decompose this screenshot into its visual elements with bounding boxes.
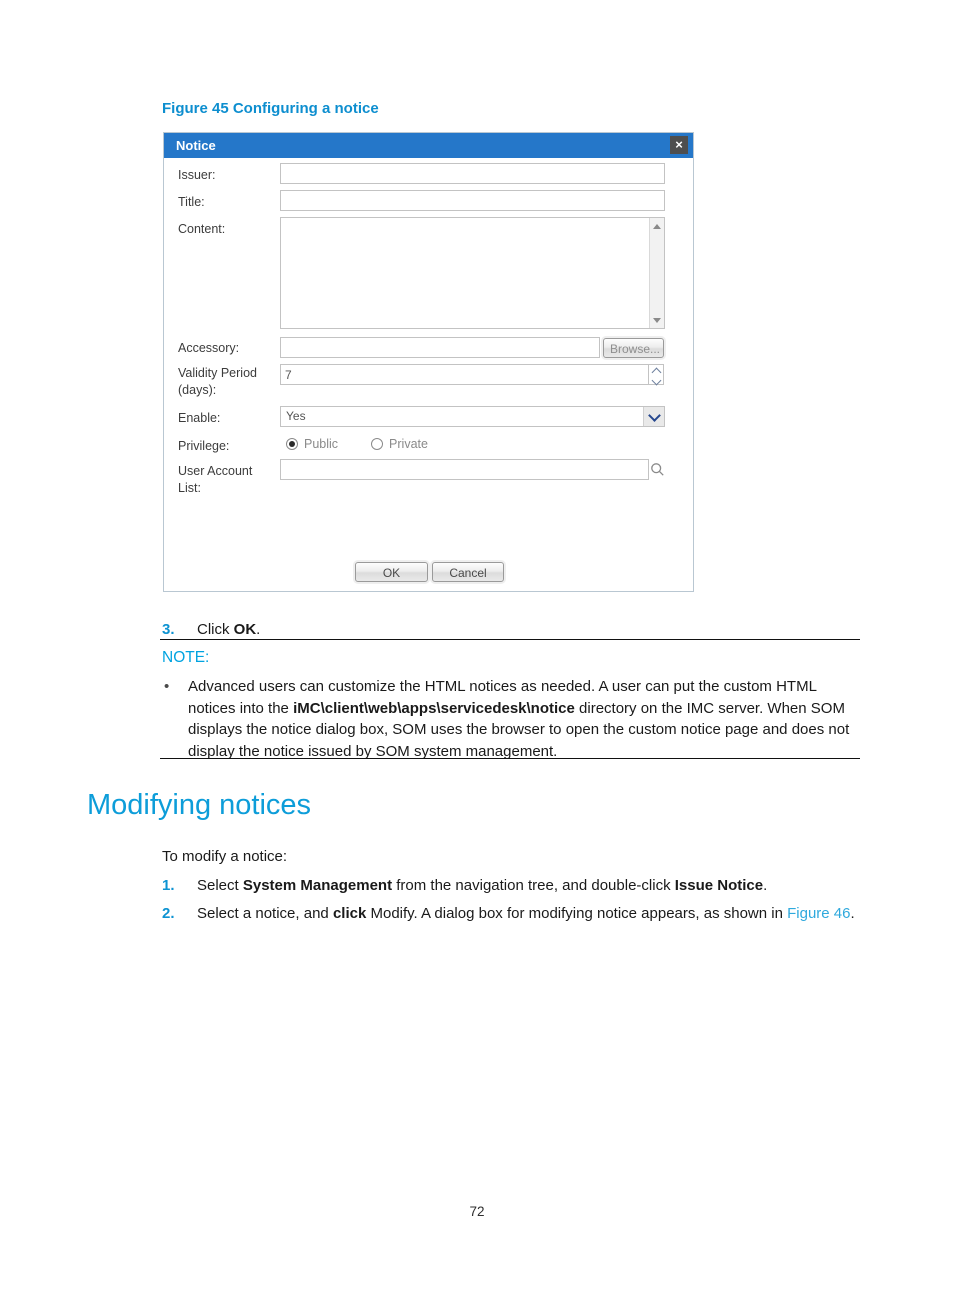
ok-bold-text: OK [233, 621, 257, 638]
list-text-seg: Select a notice, and [197, 905, 333, 922]
privilege-label: Privilege: [178, 439, 230, 453]
radio-private[interactable] [371, 438, 383, 450]
figure-caption: Figure 45 Configuring a notice [162, 100, 379, 117]
spinner-down-icon[interactable] [651, 376, 661, 386]
step-text [197, 619, 868, 641]
enable-selected-value: Yes [286, 409, 306, 423]
validity-spinner[interactable] [648, 364, 664, 385]
content-textarea[interactable] [280, 217, 665, 329]
validity-label-line1: Validity Period [178, 366, 257, 380]
browse-button[interactable]: Browse... [603, 338, 664, 358]
note-text-seg: Advanced users can customize the HTML notices as needed. A user can put the custom HTML notices into the [188, 678, 817, 717]
figure-46-link[interactable]: Figure 46 [787, 905, 851, 922]
note-text [188, 676, 863, 762]
issue-notice-bold: Issue Notice [674, 877, 764, 894]
list-text-seg: Select [197, 877, 243, 894]
radio-private-label: Private [389, 437, 428, 451]
close-icon[interactable]: × [670, 136, 688, 154]
notice-dialog [163, 132, 694, 592]
step-number: 3. [162, 621, 175, 638]
user-account-list-label [178, 463, 273, 497]
list-number: 1. [162, 877, 175, 894]
list-text-seg: . [850, 905, 855, 922]
scroll-up-icon[interactable] [650, 219, 664, 233]
system-management-bold: System Management [242, 877, 393, 894]
step-3 [162, 619, 868, 641]
note-label: NOTE: [162, 649, 210, 666]
click-bold: click [332, 905, 367, 922]
issuer-label: Issuer: [178, 168, 216, 182]
list-number: 2. [162, 905, 175, 922]
list-item-2 [162, 903, 868, 925]
accessory-label: Accessory: [178, 341, 240, 355]
divider-bottom [160, 758, 860, 759]
dialog-titlebar [164, 133, 693, 158]
validity-period-label [178, 365, 273, 399]
user-account-label-line1: User Account [178, 464, 253, 478]
enable-select[interactable] [280, 406, 665, 427]
list-item-1 [162, 875, 868, 897]
note-paragraph [164, 676, 863, 762]
notice-directory-path: iMC\client\web\apps\servicedesk\notice [293, 699, 575, 717]
step-text-seg: Click [197, 621, 234, 638]
privilege-radio-group [286, 436, 461, 452]
radio-public-label: Public [304, 437, 339, 451]
bullet-icon: • [164, 678, 170, 695]
dropdown-button[interactable] [643, 407, 664, 426]
ok-button[interactable]: OK [355, 562, 428, 582]
page-number: 72 [469, 1204, 485, 1219]
enable-label: Enable: [178, 411, 221, 425]
validity-label-line2: (days): [178, 383, 217, 397]
list-text-seg: from the navigation tree, and double-click [392, 877, 675, 894]
dialog-title: Notice [176, 138, 216, 153]
divider-top [160, 639, 860, 640]
section-heading: Modifying notices [87, 789, 312, 821]
list-item-text [197, 903, 868, 925]
issuer-input[interactable] [280, 163, 665, 184]
search-icon[interactable] [650, 462, 665, 477]
list-text-seg: . [763, 877, 768, 894]
chevron-down-icon [648, 409, 661, 422]
list-text-seg: Modify. A dialog box for modifying notice appears, as shown in [366, 905, 788, 922]
title-input[interactable] [280, 190, 665, 211]
step-text-seg: . [256, 621, 261, 638]
list-item-text [197, 875, 868, 897]
validity-input[interactable] [280, 364, 649, 385]
title-label: Title: [178, 195, 205, 209]
cancel-button[interactable]: Cancel [432, 562, 504, 582]
user-account-label-line2: List: [178, 481, 201, 495]
radio-public[interactable] [286, 438, 298, 450]
intro-text: To modify a notice: [162, 848, 288, 865]
content-label: Content: [178, 222, 226, 236]
user-account-input[interactable] [280, 459, 649, 480]
content-scrollbar[interactable] [649, 218, 664, 328]
scroll-down-icon[interactable] [650, 313, 664, 327]
note-text-seg: directory on the IMC server. When SOM displays the notice dialog box, SOM uses the browser to open the custom notice page and does not display the notice issued by SOM system management. [188, 699, 850, 760]
accessory-input[interactable] [280, 337, 600, 358]
